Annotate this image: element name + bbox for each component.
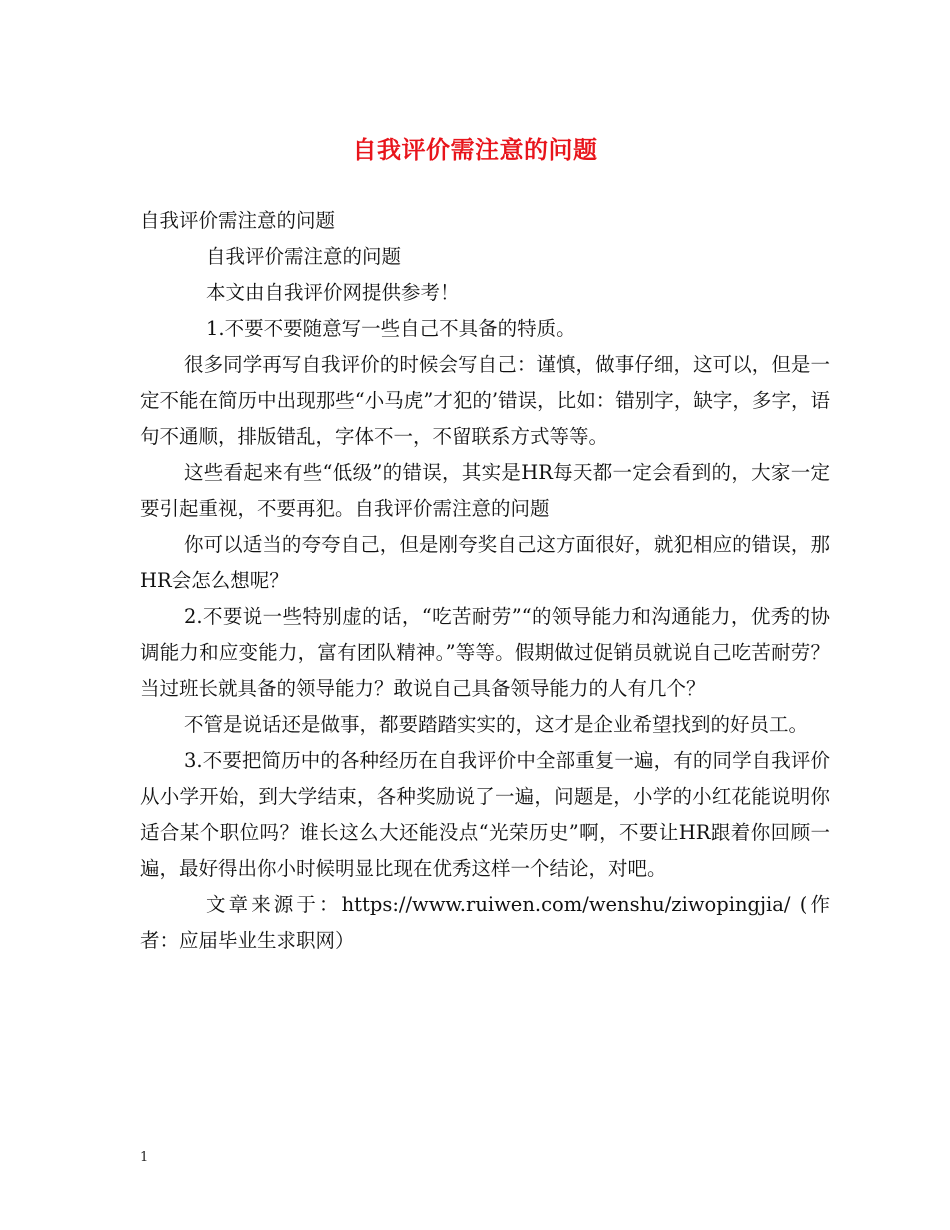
paragraph-text: 不管是说话还是做事，都要踏踏实实的，这才是企业希望找到的好员工。 xyxy=(184,713,809,736)
paragraph-text: 你可以适当的夸夸自己，但是刚夸奖自己这方面很好，就犯相应的错误，那HR会怎么想呢？ xyxy=(140,533,830,592)
paragraph-text: 很多同学再写自我评价的时候会写自己：谨慎，做事仔细，这可以，但是一定不能在简历中出现那些“小马虎”才犯的’错误，比如：错别字，缺字，多字，语句不通顺，排版错乱，字体不一，不留联系方式等等。 xyxy=(140,353,830,448)
document-title: 自我评价需注意的问题 xyxy=(352,135,598,164)
paragraph-text: 这些看起来有些“低级”的错误，其实是HR每天都一定会看到的，大家一定要引起重视，不要再犯。自我评价需注意的问题 xyxy=(140,461,830,520)
paragraph-intro: 本文由自我评价网提供参考！ xyxy=(206,281,460,304)
source-citation: 文章来源于：https://www.ruiwen.com/wenshu/ziwopingjia/ (作者：应届毕业生求职网） xyxy=(140,893,830,952)
paragraph-point-3: 3.不要把简历中的各种经历在自我评价中全部重复一遍，有的同学自我评价从小学开始，到大学结束，各种奖励说了一遍，问题是，小学的小红花能说明你适合某个职位吗？谁长这么大还能没点“光荣历史”啊，不要让HR跟着你回顾一遍，最好得出你小时候明显比现在优秀这样一个结论，对吧。 xyxy=(140,749,830,880)
paragraph-heading: 自我评价需注意的问题 xyxy=(140,209,336,232)
page-number: 1 xyxy=(140,1150,149,1165)
paragraph-point-2: 2.不要说一些特别虚的话，“吃苦耐劳”“的领导能力和沟通能力，优秀的协调能力和应变能力，富有团队精神。”等等。假期做过促销员就说自己吃苦耐劳？当过班长就具备的领导能力？敢说自己具备领导能力的人有几个？ xyxy=(140,605,830,700)
paragraph-subheading: 自我评价需注意的问题 xyxy=(206,245,402,268)
document-body xyxy=(140,203,830,959)
paragraph-point-1: 1.不要不要随意写一些自己不具备的特质。 xyxy=(206,317,576,340)
